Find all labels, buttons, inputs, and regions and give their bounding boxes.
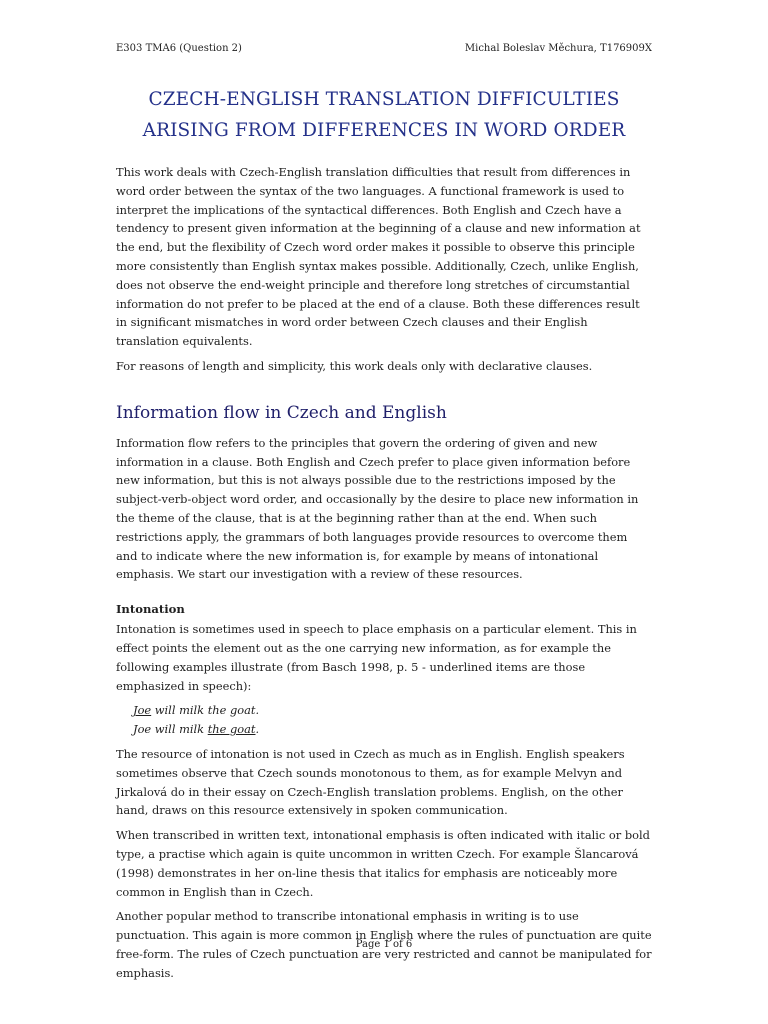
example-text: Joe will milk bbox=[133, 722, 208, 737]
intonation-paragraph-4: Another popular method to transcribe intonational emphasis in writing is to use punctuation. This again is more common in English where the rules of punctuation are quite free-form. The rules of Czech punctuation are very restricted and cannot be manipulated for emphasis. bbox=[116, 909, 652, 980]
section-heading-information-flow: Information flow in Czech and English bbox=[116, 402, 447, 423]
example-text: . bbox=[255, 722, 260, 737]
information-flow-paragraph: Information flow refers to the principles that govern the ordering of given and new information in a clause. Both English and Czech prefer to place given information before new information, but this is not always possible due to the restrictions imposed by the subject-verb-object word order, and occasionally by the desire to place new information in the theme of the clause, that is at the beginning rather than at the end. When such restrictions apply, the grammars of both languages provide resources to overcome them and to indicate where the new information is, for example by means of intonational emphasis. We start our investigation with a review of these resources. bbox=[116, 435, 639, 582]
example-sentences bbox=[133, 701, 652, 739]
intonation-paragraph-1: Intonation is sometimes used in speech to place emphasis on a particular element. This in effect points the element out as the one carrying new information, as for example the following examples illustrate (from Basch 1998, p. 5 - underlined items are those emphasized in speech): bbox=[116, 622, 637, 693]
document-body bbox=[116, 163, 652, 988]
page-footer bbox=[0, 939, 768, 950]
intonation-paragraph-2: The resource of intonation is not used in Czech as much as in English. English speakers sometimes observe that Czech sounds monotonous to them, as for example Melvyn and Jirkalová do in their essay on Czech-English translation problems. English, on the other hand, draws on this resource extensively in spoken communication. bbox=[116, 746, 625, 818]
document-title bbox=[100, 84, 668, 146]
intonation-paragraph-3: When transcribed in written text, intonational emphasis is often indicated with italic or bold type, a practise which again is quite uncommon in written Czech. For example Šlancarová (1998) demonstrates in her on-line thesis that italics for emphasis are noticeably more common in English than in Czech. bbox=[116, 828, 650, 899]
example-sentence-2 bbox=[133, 720, 652, 739]
title-line-1: CZECH-ENGLISH TRANSLATION DIFFICULTIES bbox=[148, 89, 620, 110]
example-text: will milk the goat. bbox=[151, 703, 260, 718]
intro-paragraph-2: For reasons of length and simplicity, this work deals only with declarative clauses. bbox=[116, 358, 593, 373]
page-number: Page 1 of 6 bbox=[355, 939, 413, 950]
header-author-info: Michal Boleslav Měchura, T176909X bbox=[464, 43, 652, 54]
emphasized-word: Joe bbox=[133, 703, 152, 718]
subsection-heading-intonation: Intonation bbox=[116, 602, 185, 617]
emphasized-word: the goat bbox=[207, 722, 256, 737]
example-sentence-1 bbox=[133, 701, 652, 720]
header-course-info: E303 TMA6 (Question 2) bbox=[116, 43, 242, 54]
intro-paragraph-1: This work deals with Czech-English translation difficulties that result from differences in word order between the syntax of the two languages. A functional framework is used to interpret the implications of the syntactical differences. Both English and Czech have a tendency to present given information at the beginning of a clause and new information at the end, but the flexibility of Czech word order makes it possible to observe this principle more consistently than English syntax makes possible. Additionally, Czech, unlike English, does not observe the end-weight principle and therefore long stretches of circumstantial information do not prefer to be placed at the end of a clause. Both these differences result in significant mismatches in word order between Czech clauses and their English translation equivalents. bbox=[116, 165, 641, 349]
page-header bbox=[116, 43, 652, 57]
title-line-2: ARISING FROM DIFFERENCES IN WORD ORDER bbox=[142, 120, 626, 141]
